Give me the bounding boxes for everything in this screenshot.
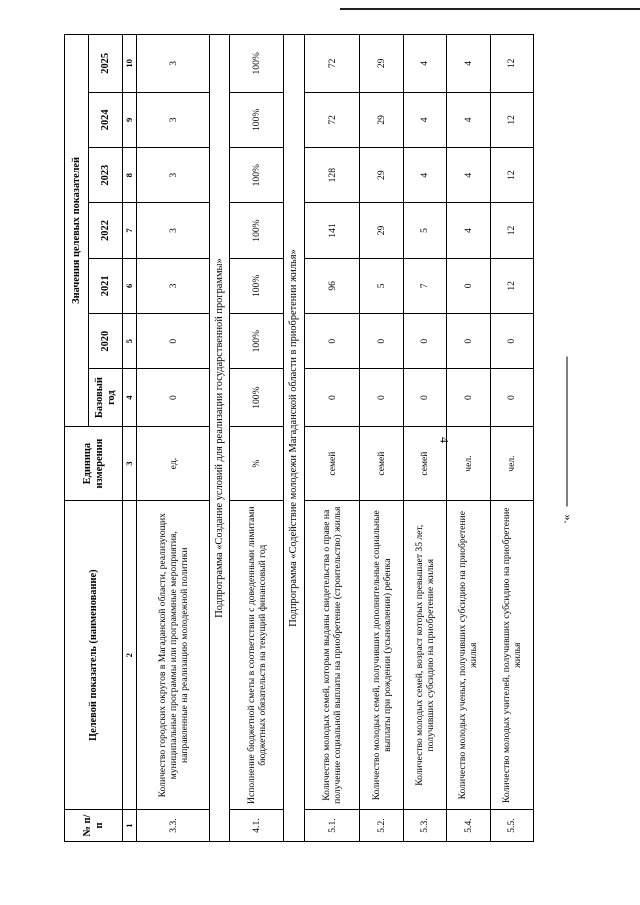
row-unit: семей [360, 426, 403, 501]
row-value: 100% [230, 147, 284, 202]
row-indicator: Количество молодых семей, получивших дополнительные социальные выплаты при рождении (усыновлении) ребенка [360, 501, 403, 810]
row-value: 0 [403, 369, 446, 426]
row-value: 0 [304, 314, 360, 369]
row-value: 3 [137, 203, 209, 258]
indicators-table [64, 34, 534, 842]
row-value: 0 [490, 314, 533, 369]
row-value: 0 [137, 369, 209, 426]
row-value: 72 [304, 35, 360, 93]
row-indicator: Количество городских округов в Магаданской области, реализующих муниципальные программы или программные мероприятия, направленные на реализацию молодежной политики [137, 501, 209, 810]
row-value: 29 [360, 203, 403, 258]
row-unit: ед. [137, 426, 209, 501]
row-value: 3 [137, 92, 209, 147]
row-num: 4.1. [230, 810, 284, 842]
header-year: 2020 [89, 314, 123, 369]
row-num: 5.3. [403, 810, 446, 842]
row-unit: % [230, 426, 284, 501]
row-value: 4 [447, 147, 490, 202]
table-row [137, 35, 209, 842]
index-cell: 2 [123, 501, 137, 810]
row-value: 12 [490, 35, 533, 93]
row-value: 29 [360, 92, 403, 147]
row-unit: семей [304, 426, 360, 501]
header-base-year: Базовый год [89, 369, 123, 426]
header-year: 2025 [89, 35, 123, 93]
row-value: 29 [360, 35, 403, 93]
index-row [123, 35, 137, 842]
footnote [561, 357, 576, 524]
row-unit: семей [403, 426, 446, 501]
row-indicator: Количество молодых учителей, получивших субсидию на приобретение жилья [490, 501, 533, 810]
index-cell: 8 [123, 147, 137, 202]
row-num: 5.2. [360, 810, 403, 842]
row-value: 0 [447, 314, 490, 369]
table-row [403, 35, 446, 842]
subprogram-title: Подпрограмма «Создание условий для реализации государственной программы» [209, 35, 230, 842]
row-value: 100% [230, 369, 284, 426]
table-row [230, 35, 284, 842]
header-year: 2022 [89, 203, 123, 258]
index-cell: 9 [123, 92, 137, 147]
top-rule [340, 8, 640, 10]
footnote-text: ». [561, 514, 576, 524]
header-year: 2021 [89, 258, 123, 313]
row-num: 5.1. [304, 810, 360, 842]
index-cell: 1 [123, 810, 137, 842]
subprogram-row [284, 35, 305, 842]
row-value: 96 [304, 258, 360, 313]
header-year: 2024 [89, 92, 123, 147]
row-value: 3 [137, 147, 209, 202]
row-value: 4 [447, 92, 490, 147]
subprogram-row [209, 35, 230, 842]
row-value: 12 [490, 203, 533, 258]
table-row [490, 35, 533, 842]
row-value: 12 [490, 92, 533, 147]
row-value: 3 [137, 258, 209, 313]
row-value: 3 [137, 35, 209, 93]
row-value: 128 [304, 147, 360, 202]
footnote-rule [567, 357, 568, 507]
row-num: 5.5. [490, 810, 533, 842]
row-value: 4 [403, 92, 446, 147]
row-value: 4 [447, 203, 490, 258]
row-value: 7 [403, 258, 446, 313]
index-cell: 3 [123, 426, 137, 501]
row-indicator: Исполнение бюджетной сметы в соответствии с доведенными лимитами бюджетных обязательств на текущий финансовый год [230, 501, 284, 810]
row-num: 5.4. [447, 810, 490, 842]
row-value: 0 [447, 258, 490, 313]
row-value: 5 [360, 258, 403, 313]
row-value: 141 [304, 203, 360, 258]
row-num: 3.3. [137, 810, 209, 842]
row-value: 29 [360, 147, 403, 202]
row-value: 0 [490, 369, 533, 426]
index-cell: 10 [123, 35, 137, 93]
row-unit: чел. [490, 426, 533, 501]
header-num: № п/п [65, 810, 123, 842]
row-indicator: Количество молодых ученых, получивших субсидию на приобретение жилья [447, 501, 490, 810]
row-value: 4 [403, 147, 446, 202]
page-number: 4 [437, 437, 452, 443]
header-values-group: Значения целевых показателей [65, 35, 89, 427]
table-row [304, 35, 360, 842]
row-value: 100% [230, 35, 284, 93]
rotated-table-container [64, 34, 534, 842]
index-cell: 7 [123, 203, 137, 258]
row-value: 0 [360, 314, 403, 369]
row-indicator: Количество молодых семей, возраст которых превышает 35 лет, получивших субсидию на приобретение жилья [403, 501, 446, 810]
row-value: 0 [304, 369, 360, 426]
row-value: 100% [230, 314, 284, 369]
row-value: 4 [447, 35, 490, 93]
row-value: 0 [137, 314, 209, 369]
row-value: 0 [403, 314, 446, 369]
index-cell: 6 [123, 258, 137, 313]
row-indicator: Количество молодых семей, которым выданы свидетельства о праве на получение социальной выплаты на приобретение (строительство) жилья [304, 501, 360, 810]
row-value: 12 [490, 258, 533, 313]
index-cell: 5 [123, 314, 137, 369]
row-value: 72 [304, 92, 360, 147]
row-value: 0 [447, 369, 490, 426]
row-value: 5 [403, 203, 446, 258]
index-cell: 4 [123, 369, 137, 426]
row-value: 12 [490, 147, 533, 202]
header-unit: Единица измерения [65, 426, 123, 501]
row-value: 0 [360, 369, 403, 426]
subprogram-title: Подпрограмма «Содействие молодежи Магаданской области в приобретении жилья» [284, 35, 305, 842]
row-value: 100% [230, 203, 284, 258]
table-row [360, 35, 403, 842]
row-value: 100% [230, 92, 284, 147]
row-value: 100% [230, 258, 284, 313]
header-indicator: Целевой показатель (наименование) [65, 501, 123, 810]
header-year: 2023 [89, 147, 123, 202]
row-value: 4 [403, 35, 446, 93]
row-unit: чел. [447, 426, 490, 501]
table-row [447, 35, 490, 842]
